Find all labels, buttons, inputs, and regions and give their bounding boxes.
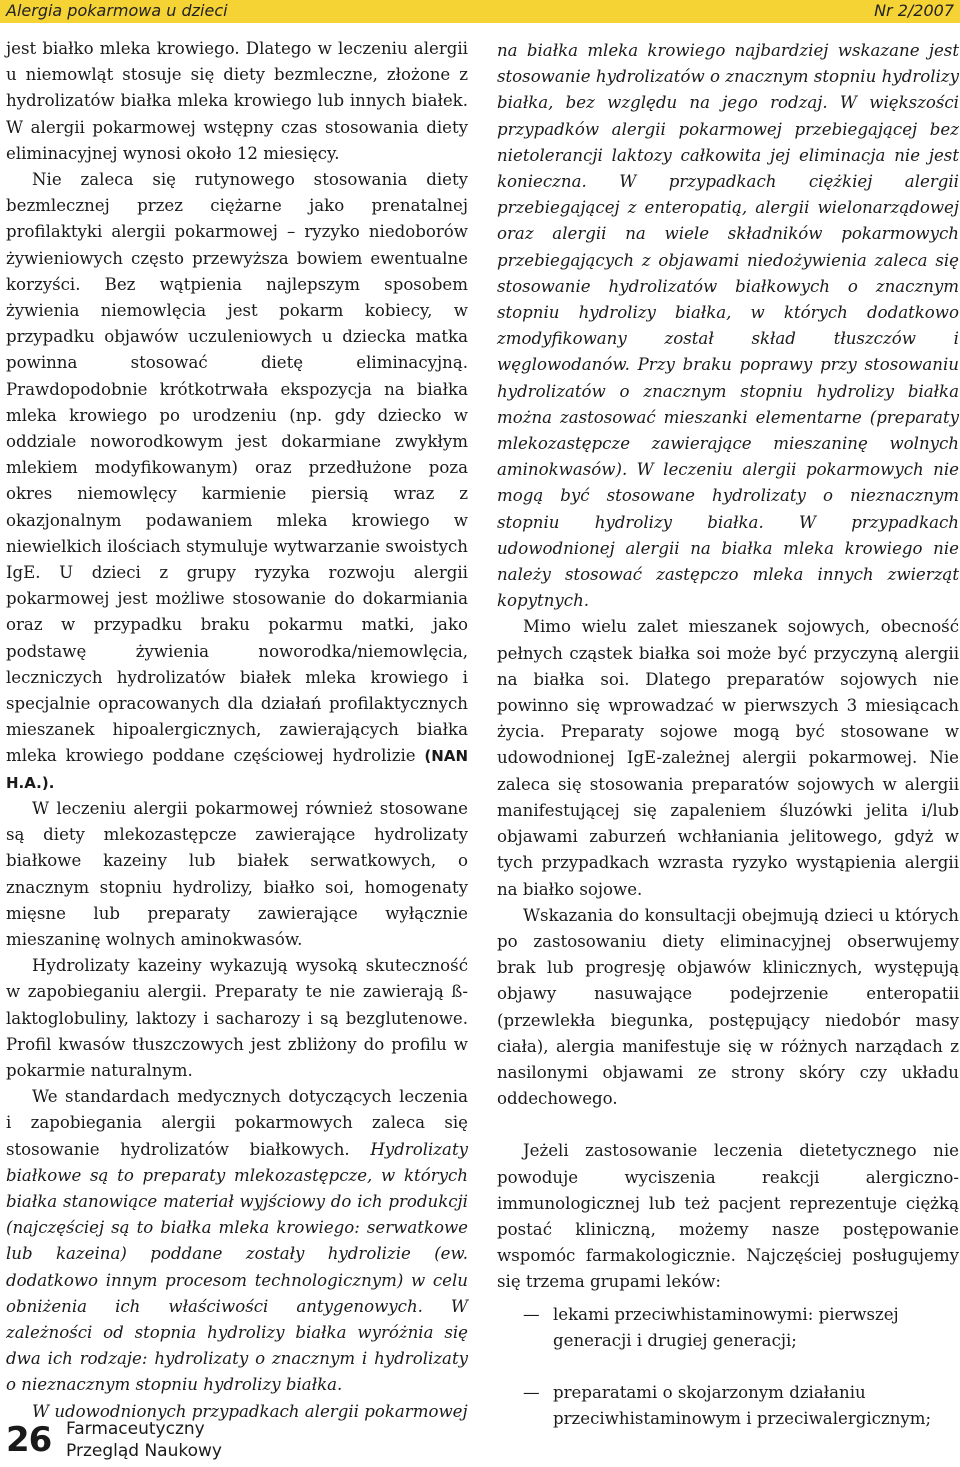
- left-column: [6, 36, 468, 1425]
- running-header: [0, 0, 960, 23]
- left-paragraph-5-italic: Hydrolizaty białkowe są to preparaty mlekozastępcze, w których białka stanowiące materiał wyjściowy do ich produkcji (najczęściej są to białka mleka krowiego: serwatkowe lub kazeina) poddane zostały hydrolizie (ew. dodatkowo innym procesom technologicznym) w celu obniżenia ich właściwości antygenowych. W zależności od stopnia hydrolizy białka wyróżnia się dwa ich rodzaje: hydrolizaty o znacznym i hydrolizaty o nieznacznym stopniu hydrolizy białka.: [6, 1139, 468, 1395]
- page-number: 26: [6, 1420, 52, 1460]
- journal-name: [66, 1418, 222, 1462]
- list-item: — preparatami o skojarzonym działaniu przeciwhistaminowym i przeciwalergicznym;: [497, 1380, 959, 1432]
- drug-group-list: [497, 1302, 959, 1433]
- right-paragraph-3: Wskazania do konsultacji obejmują dzieci u których po zastosowaniu diety eliminacyjnej obserwujemy brak lub progresję objawów klinicznych, występują objawy nasuwające podejrzenie enteropatii (przewlekła biegunka, postępujący niedobór masy ciała), alergia manifestuje się w różnych narządach z nasilonymi objawami ze strony skóry czy układu oddechowego.: [497, 905, 959, 1109]
- right-paragraph-2: Mimo wielu zalet mieszanek sojowych, obecność pełnych cząstek białka soi może być przyczyną alergii na białka soi. Dlatego preparatów sojowych nie powinno się wprowadzać w pierwszych 3 miesiącach życia. Preparaty sojowe mogą być stosowane w udowodnionej IgE-zależnej alergii pokarmowej. Nie zaleca się stosowania preparatów sojowych w alergii manifestującej się zapaleniem śluzówki jelita i/lub objawami zaburzeń wchłaniania jelitowego, gdyż w tych przypadkach wzrasta ryzyko wystąpienia alergii na białko sojowe.: [497, 617, 959, 899]
- left-paragraph-5: [6, 1084, 468, 1398]
- list-item: — lekami przeciwhistaminowymi: pierwszej generacji i drugiej generacji;: [497, 1302, 959, 1354]
- paragraph-gap: [497, 1112, 959, 1138]
- left-paragraph-2: [6, 167, 468, 796]
- left-paragraph-3: W leczeniu alergii pokarmowej również stosowane są diety mlekozastępcze zawierające hydrolizaty białkowe kazeiny lub białek serwatkowych, o znacznym stopniu hydrolizy, białko soi, homogenaty mięsne lub preparaty zawierające wyłącznie mieszaninę wolnych aminokwasów.: [6, 798, 468, 949]
- left-paragraph-5-plain: We standardach medycznych dotyczących leczenia i zapobiegania alergii pokarmowych zaleca się stosowanie hydrolizatów białkowych.: [6, 1087, 468, 1159]
- left-paragraph-1: jest białko mleka krowiego. Dlatego w leczeniu alergii u niemowląt stosuje się diety bezmleczne, złożone z hydrolizatów białka mleka krowiego lub innych białek. W alergii pokarmowej wstępny czas stosowania diety eliminacyjnej wynosi około 12 miesięcy.: [6, 39, 468, 163]
- right-column: [497, 38, 959, 1458]
- right-paragraph-1: na białka mleka krowiego najbardziej wskazane jest stosowanie hydrolizatów o znacznym stopniu hydrolizy białka, bez względu na jego rodzaj. W większości przypadków alergii pokarmowej przebiegającej bez nietolerancji laktozy całkowita jej eliminacja nie jest konieczna. W przypadkach ciężkiej alergii przebiegającej z enteropatią, alergii wielonarządowej oraz alergii na wiele składników pokarmowych przebiegających z objawami niedożywienia zaleca się stosowanie hydrolizatów białkowych o znacznym stopniu hydrolizy białka, w których dodatkowo zmodyfikowany został skład tłuszczów i węglowodanów. Przy braku poprawy przy stosowaniu hydrolizatów o znacznym stopniu hydrolizy białka można zastosować mieszanki elementarne (preparaty mlekozastępcze zawierające mieszaninę wolnych aminokwasów). W leczeniu alergii pokarmowych nie mogą być stosowane hydrolizaty o nieznacznym stopniu hydrolizy białka. W przypadkach udowodnionej alergii na białka mleka krowiego nie należy stosować zastępczo mleka innych zwierząt kopytnych.: [497, 41, 959, 611]
- nan-reference: (NAN H.A.).: [6, 747, 468, 792]
- left-paragraph-2-text: Nie zaleca się rutynowego stosowania diety bezmlecznej przez ciężarne jako prenatalnej profilaktyki alergii pokarmowej – ryzyko niedoborów żywieniowych często przewyższa bowiem ewentualne korzyści. Bez wątpienia najlepszym sposobem żywienia niemowlęcia jest pokarm kobiecy, w przypadku objawów uczuleniowych u dziecka matka powinna stosować dietę eliminacyjną. Prawdopodobnie krótkotrwała ekspozycja na białka mleka krowiego po urodzeniu (np. gdy dziecko w oddziale noworodkowym jest dokarmiane zwykłym mlekiem modyfikowanym) oraz przedłużone poza okres niemowlęcy karmienie piersią wraz z okazjonalnym podawaniem mleka krowiego w niewielkich ilościach stymuluje wytwarzanie swoistych IgE. U dzieci z grupy ryzyka rozwoju alergii pokarmowej jest możliwe stosowanie do dokarmiania oraz w przypadku braku pokarmu matki, jako podstawę żywienia noworodka/niemowlęcia, leczniczych hydrolizatów białek mleka krowiego i specjalnie opracowanych dla działań profilaktycznych mieszanek hipoalergicznych, zawierających białka mleka krowiego poddane częściowej hydrolizie: [6, 170, 468, 766]
- section-title: Alergia pokarmowa u dzieci: [6, 1, 228, 20]
- left-paragraph-4: Hydrolizaty kazeiny wykazują wysoką skuteczność w zapobieganiu alergii. Preparaty te nie zawierają ß-laktoglobuliny, laktozy i sacharozy i są bezglutenowe. Profil kwasów tłuszczowych jest zbliżony do profilu w pokarmie naturalnym.: [6, 956, 468, 1080]
- journal-name-line-1: Farmaceutyczny: [66, 1419, 205, 1439]
- issue-number: Nr 2/2007: [874, 1, 954, 20]
- right-paragraph-4: Jeżeli zastosowanie leczenia dietetycznego nie powoduje wyciszenia reakcji alergiczno-immunologicznej lub też pacjent reprezentuje ciężką postać kliniczną, możemy nasze postępowanie wspomóc farmakologicznie. Najczęściej posługujemy się trzema grupami leków:: [497, 1141, 959, 1292]
- journal-name-line-2: Przegląd Naukowy: [66, 1441, 222, 1461]
- left-paragraph-6: W udowodnionych przypadkach alergii pokarmowej: [32, 1401, 468, 1421]
